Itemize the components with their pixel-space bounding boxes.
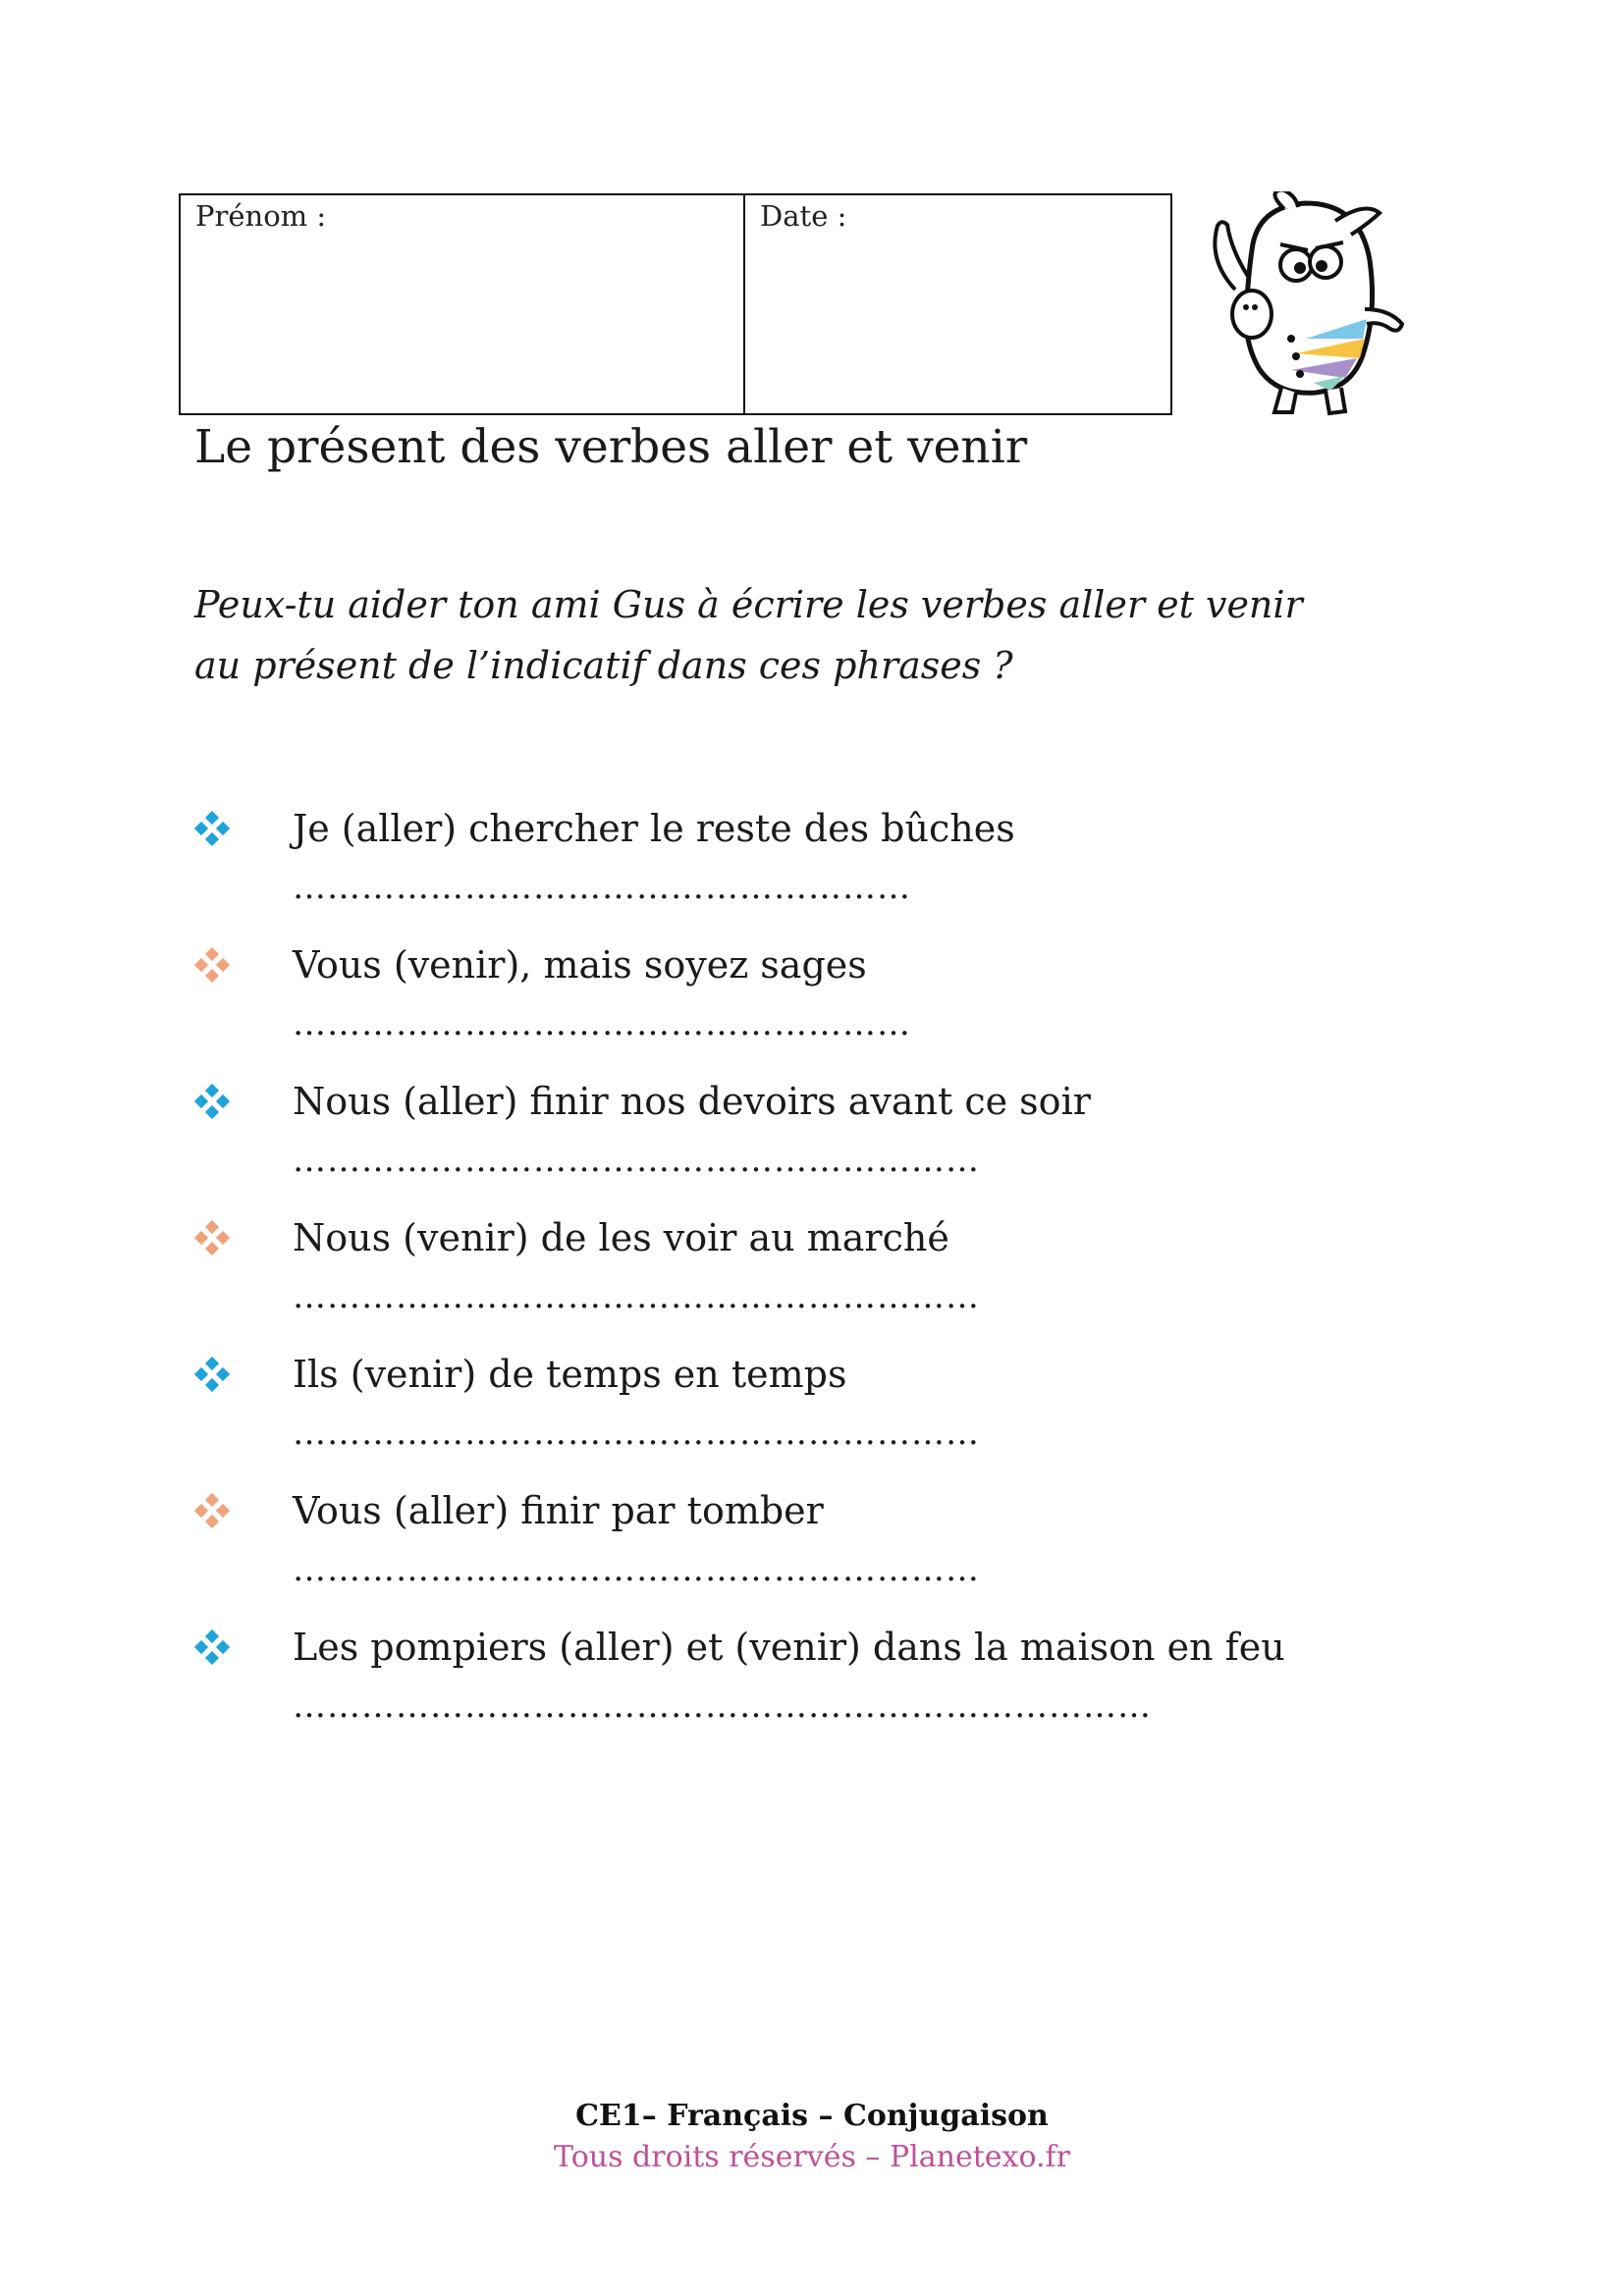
student-info-table — [179, 193, 1172, 415]
exercise-sentence: Vous (aller) finir par tomber — [293, 1489, 824, 1532]
exercise-sentence: Ils (venir) de temps en temps — [293, 1353, 847, 1396]
blue-diamond-icon — [194, 1629, 230, 1665]
exercise-sentence: Vous (venir), mais soyez sages — [293, 943, 867, 987]
prenom-label: Prénom : — [195, 199, 327, 233]
orange-diamond-icon — [194, 1493, 230, 1528]
blue-diamond-icon — [194, 1084, 230, 1119]
answer-line[interactable]: ………………………………………………………………… — [293, 1686, 1152, 1726]
exercise-sentence: Les pompiers (aller) et (venir) dans la maison en feu — [293, 1626, 1285, 1669]
prenom-field[interactable] — [181, 195, 745, 413]
answer-line[interactable]: ……………………………………………… — [293, 1004, 911, 1043]
instructions-line-1: Peux-tu aider ton ami Gus à écrire les verbes aller et venir — [194, 583, 1303, 626]
footer-copyright: Tous droits réservés – Planetexo.fr — [554, 2140, 1070, 2174]
footer-subject: CE1– Français – Conjugaison — [575, 2099, 1049, 2133]
page-title: Le présent des verbes aller et venir — [194, 420, 1028, 474]
answer-line[interactable]: …………………………………………………… — [293, 1141, 980, 1180]
instructions — [194, 574, 1471, 696]
exercise-sentence: Nous (aller) finir nos devoirs avant ce soir — [293, 1080, 1091, 1123]
answer-line[interactable]: …………………………………………………… — [293, 1277, 980, 1316]
answer-line[interactable]: ……………………………………………… — [293, 868, 911, 907]
blue-diamond-icon — [194, 811, 230, 846]
answer-line[interactable]: …………………………………………………… — [293, 1414, 980, 1453]
exercise-sentence: Je (aller) chercher le reste des bûches — [293, 807, 1015, 850]
instructions-line-2: au présent de l’indicatif dans ces phrases ? — [194, 644, 1013, 687]
gus-mascot-illustration — [1198, 191, 1419, 417]
date-field[interactable] — [745, 195, 1170, 413]
orange-diamond-icon — [194, 947, 230, 983]
orange-diamond-icon — [194, 1220, 230, 1255]
date-label: Date : — [760, 199, 847, 233]
blue-diamond-icon — [194, 1357, 230, 1392]
answer-line[interactable]: …………………………………………………… — [293, 1550, 980, 1589]
exercise-sentence: Nous (venir) de les voir au marché — [293, 1216, 949, 1259]
